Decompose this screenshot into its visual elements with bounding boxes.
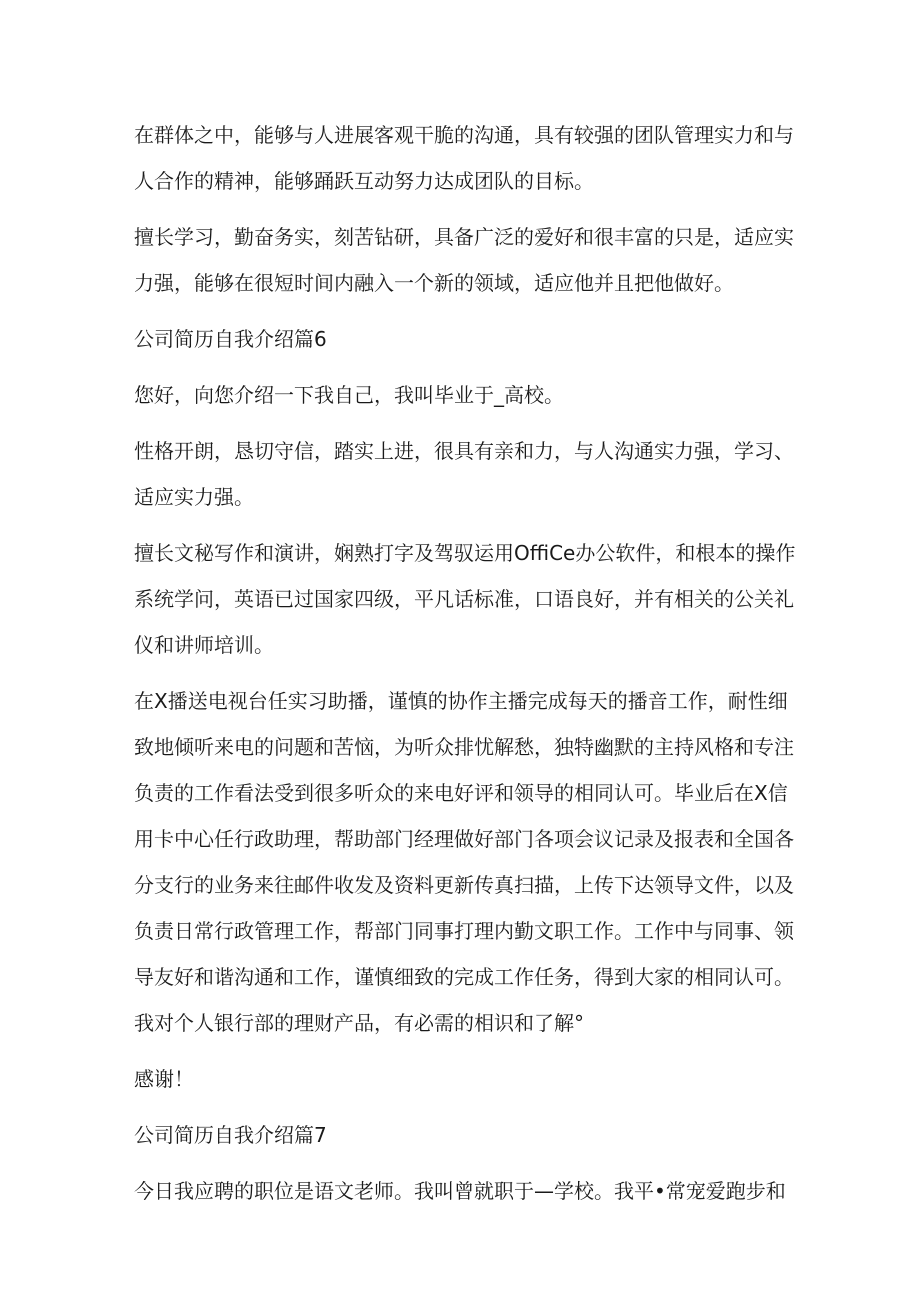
text-line: 系统学问，英语已过国家四级，平凡话标准，口语良好，并有相关的公关礼: [134, 587, 794, 611]
body-paragraph: [134, 1168, 794, 1214]
text-line: 公司简历自我介绍篇6: [134, 327, 327, 351]
text-line: 适应实力强。: [134, 485, 254, 509]
document-body: [134, 112, 794, 1224]
text-line: 力强，能够在很短时间内融入一个新的领域，适应他并且把他做好。: [134, 271, 734, 295]
body-paragraph: [134, 112, 794, 204]
text-line: 擅长文秘写作和演讲，娴熟打字及驾驭运用OffiCe办公软件，和根本的操作: [134, 541, 796, 565]
body-paragraph: [134, 428, 794, 520]
body-paragraph: [134, 1056, 794, 1102]
text-line: 我对个人银行部的理财产品，有必需的相识和了解°: [134, 1011, 584, 1035]
text-line: 今日我应聘的职位是语文老师。我叫曾就职于—学校。我平•常宠爱跑步和: [134, 1179, 786, 1203]
text-line: 性格开朗，恳切守信，踏实上进，很具有亲和力，与人沟通实力强，学习、: [134, 439, 794, 463]
section-heading: [134, 1112, 794, 1158]
text-line: 在X播送电视台任实习助播，谨慎的协作主播完成每天的播音工作，耐性细: [134, 689, 788, 713]
text-line: 分支行的业务来往邮件收发及资料更新传真扫描，上传下达领导文件，以及: [134, 873, 794, 897]
text-line: 负责的工作看法受到很多听众的来电好评和领导的相同认可。毕业后在X信: [134, 781, 788, 805]
text-line: 感谢！: [134, 1067, 194, 1091]
text-line: 仪和讲师培训。: [134, 633, 274, 657]
text-line: 人合作的精神，能够踊跃互动努力达成团队的目标。: [134, 169, 594, 193]
text-line: 公司简历自我介绍篇7: [134, 1123, 327, 1147]
body-paragraph: [134, 214, 794, 306]
text-line: 您好，向您介绍一下我自己，我叫毕业于_高校。: [134, 383, 564, 407]
text-line: 擅长学习，勤奋务实，刻苦钻研，具备广泛的爱好和很丰富的只是，适应实: [134, 225, 794, 249]
text-line: 致地倾听来电的问题和苦恼，为听众排忧解愁，独特幽默的主持风格和专注: [134, 735, 794, 759]
text-line: 用卡中心任行政助理，帮助部门经理做好部门各项会议记录及报表和全国各: [134, 827, 794, 851]
text-line: 在群体之中，能够与人进展客观干脆的沟通，具有较强的团队管理实力和与: [134, 123, 794, 147]
section-heading: [134, 316, 794, 362]
text-line: 导友好和谐沟通和工作，谨慎细致的完成工作任务，得到大家的相同认可。: [134, 965, 794, 989]
body-paragraph: [134, 372, 794, 418]
text-line: 负责日常行政管理工作，帮部门同事打理内勤文职工作。工作中与同事、领: [134, 919, 794, 943]
body-paragraph: [134, 678, 794, 1046]
body-paragraph: [134, 530, 794, 668]
